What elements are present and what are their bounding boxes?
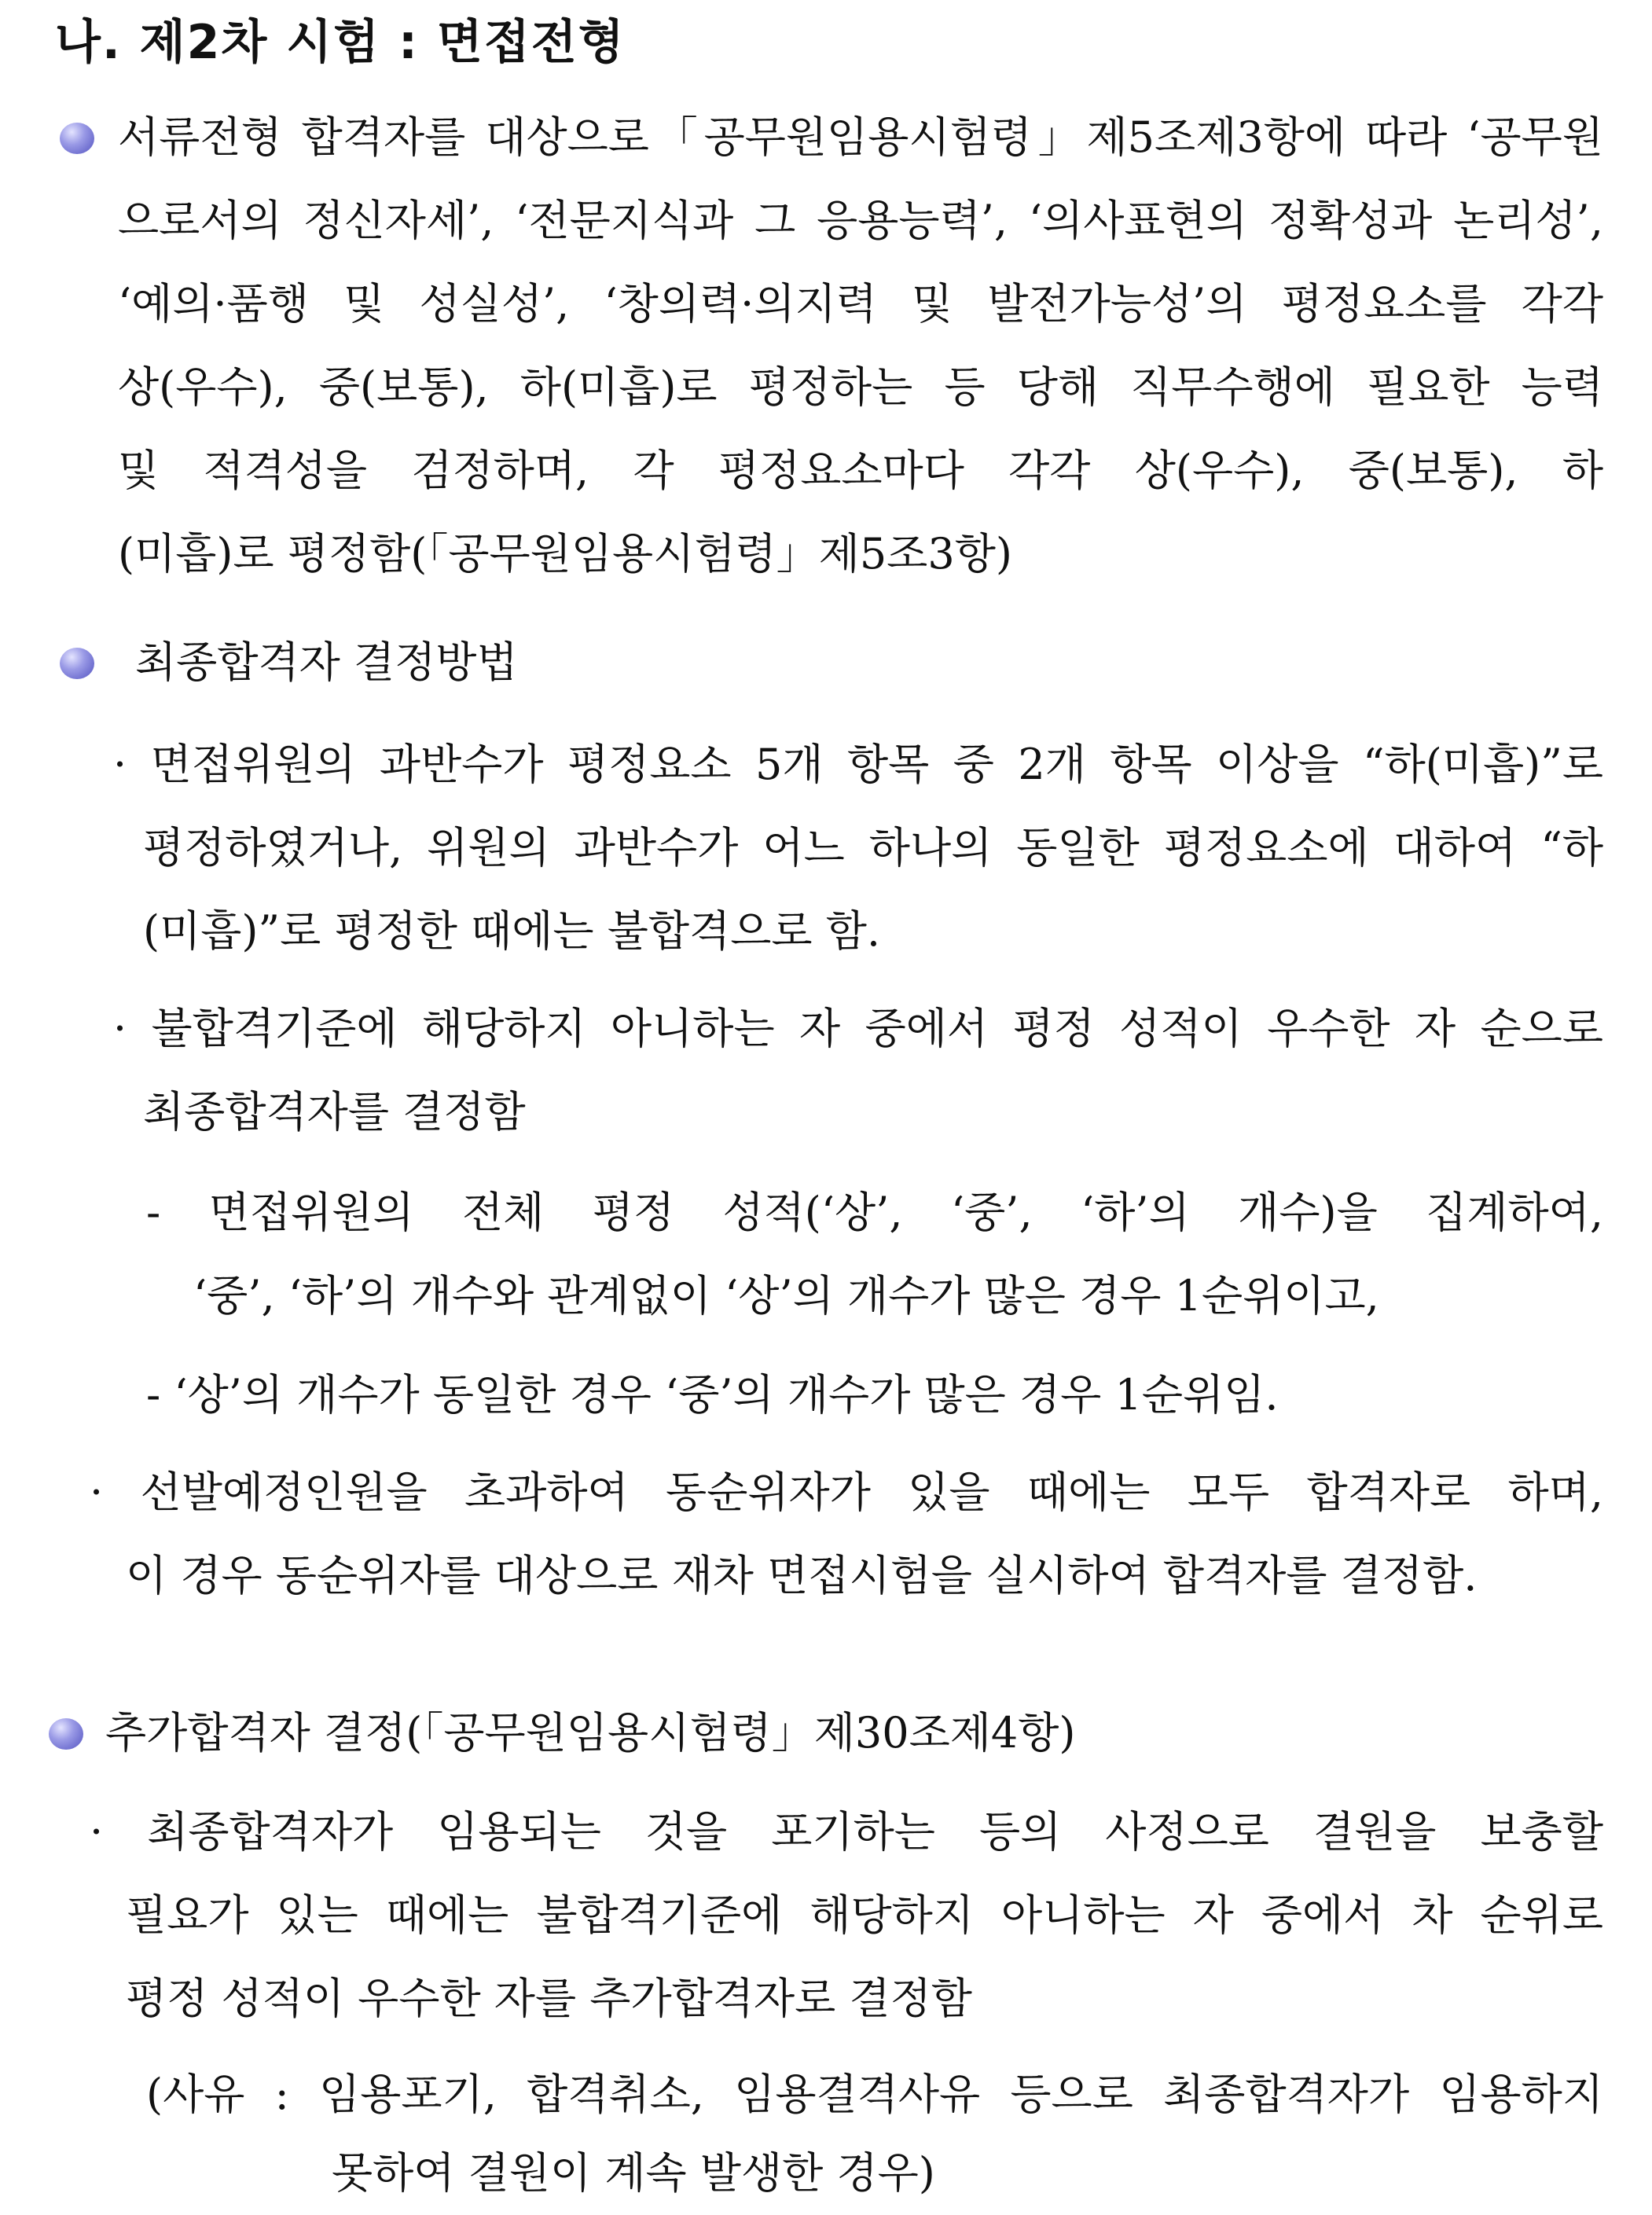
section1-line-1: 서류전형 합격자를 대상으로「공무원임용시험령」제5조제3항에 따라 ‘공무원 — [118, 112, 1603, 162]
section2-item1-line-3: (미흡)”로 평정한 때에는 불합격으로 함. — [143, 906, 881, 956]
section2-sub1-line-1: - 면접위원의 전체 평정 성적(‘상’, ‘중’, ‘하’의 개수)을 집계하여, — [146, 1188, 1603, 1237]
section1-line-6: (미흡)로 평정함(「공무원임용시험령」제5조3항) — [118, 529, 1012, 579]
section1-line-3: ‘예의·품행 및 성실성’, ‘창의력·의지력 및 발전가능성’의 평정요소를 각각 — [118, 279, 1603, 329]
purple-sphere-bullet-icon — [49, 1718, 83, 1750]
section2-item3-line-1: · 선발예정인원을 초과하여 동순위자가 있을 때에는 모두 합격자로 하며, — [90, 1467, 1603, 1517]
section2-sub1-line-2: ‘중’, ‘하’의 개수와 관계없이 ‘상’의 개수가 많은 경우 1순위이고, — [193, 1271, 1379, 1321]
section3-item1-line-1: · 최종합격자가 임용되는 것을 포기하는 등의 사정으로 결원을 보충할 — [90, 1807, 1603, 1857]
section2-item2-line-1: · 불합격기준에 해당하지 아니하는 자 중에서 평정 성적이 우수한 자 순으로 — [113, 1004, 1603, 1053]
purple-sphere-bullet-icon — [60, 648, 94, 679]
section3-note-line-2: 못하여 결원이 계속 발생한 경우) — [332, 2148, 935, 2198]
section1-line-2: 으로서의 정신자세’, ‘전문지식과 그 응용능력’, ‘의사표현의 정확성과 논리성’, — [118, 196, 1603, 245]
section2-sub2-line: - ‘상’의 개수가 동일한 경우 ‘중’의 개수가 많은 경우 1순위임. — [146, 1370, 1279, 1420]
section2-item3-line-2: 이 경우 동순위자를 대상으로 재차 면접시험을 실시하여 합격자를 결정함. — [126, 1551, 1478, 1600]
purple-sphere-bullet-icon — [60, 123, 94, 154]
section3-item1-line-3: 평정 성적이 우수한 자를 추가합격자로 결정함 — [126, 1974, 972, 2023]
section3-item1-line-2: 필요가 있는 때에는 불합격기준에 해당하지 아니하는 자 중에서 차 순위로 — [126, 1890, 1603, 1940]
section2-item1-line-1: · 면접위원의 과반수가 평정요소 5개 항목 중 2개 항목 이상을 “하(미흡)”로 — [113, 740, 1603, 789]
section3-title: 추가합격자 결정(「공무원임용시험령」제30조제4항) — [105, 1708, 1076, 1758]
section1-line-4: 상(우수), 중(보통), 하(미흡)로 평정하는 등 당해 직무수행에 필요한 능력 — [118, 362, 1603, 412]
section3-note-line-1: (사유 : 임용포기, 합격취소, 임용결격사유 등으로 최종합격자가 임용하지 — [146, 2070, 1603, 2119]
section2-item1-line-2: 평정하였거나, 위원의 과반수가 어느 하나의 동일한 평정요소에 대하여 “하 — [143, 823, 1603, 872]
section-heading: 나. 제2차 시험 : 면접전형 — [55, 15, 626, 70]
section2-item2-line-2: 최종합격자를 결정함 — [143, 1087, 526, 1137]
section2-title: 최종합격자 결정방법 — [135, 637, 518, 687]
section1-line-5: 및 적격성을 검정하며, 각 평정요소마다 각각 상(우수), 중(보통), 하 — [118, 446, 1603, 495]
